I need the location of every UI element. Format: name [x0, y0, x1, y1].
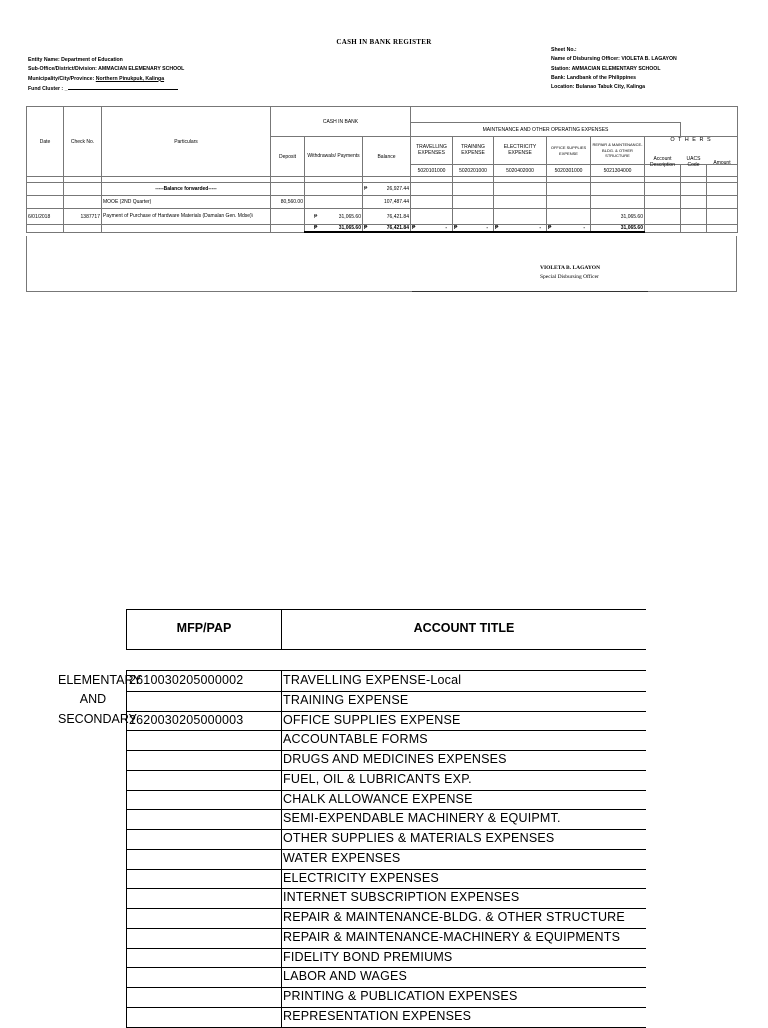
officer-line: Name of Disbursing Officer: VIOLETA B. LAGAYON — [551, 56, 677, 63]
code-travelling: 5020101000 — [411, 165, 453, 177]
col-particulars: Particulars — [102, 107, 271, 177]
signatory-name: VIOLETA B. LAGAYON — [540, 265, 601, 271]
account-title: TRAVELLING EXPENSE-Local — [283, 673, 462, 687]
officer-info — [551, 46, 677, 92]
table-row — [27, 209, 738, 225]
account-title: REPRESENTATION EXPENSES — [283, 1009, 472, 1023]
account-title: INTERNET SUBSCRIPTION EXPENSES — [283, 890, 520, 904]
account-title: REPAIR & MAINTENANCE-MACHINERY & EQUIPMENTS — [283, 930, 621, 944]
col-account-title: ACCOUNT TITLE — [413, 621, 515, 635]
signature-area — [26, 236, 737, 292]
col-withdrawals: Withdrawals/ Payments — [305, 137, 363, 177]
col-cash-in-bank: CASH IN BANK — [271, 107, 411, 137]
payment-check-no: 1387717 — [64, 209, 102, 225]
payment-date: 6/01/2018 — [27, 209, 64, 225]
account-title: ELECTRICITY EXPENSES — [283, 871, 439, 885]
col-date: Date — [27, 107, 64, 177]
code-training: 5020201000 — [453, 165, 494, 177]
entity-name: Department of Education — [61, 57, 123, 63]
total-withdrawal: 31,065.60 — [338, 225, 361, 231]
mooe-label: MOOE (2ND Quarter) — [102, 196, 271, 209]
balance-forwarded-label: -----Balance forwarded----- — [102, 183, 271, 196]
col-check-no: Check No. — [64, 107, 102, 177]
col-others: O T H E R S — [645, 137, 738, 165]
col-mooe: MAINTENANCE AND OTHER OPERATING EXPENSES — [411, 123, 681, 137]
suboffice-line: Sub-Office/District/Division: AMMACIAN ELEMENARY SCHOOL — [28, 66, 185, 73]
col-travelling: TRAVELLING EXPENSES — [411, 137, 453, 165]
col-electricity: ELECTRICITY EXPENSE — [494, 137, 547, 165]
payment-repair: 31,065.60 — [591, 209, 645, 225]
account-title: FUEL, OIL & LUBRICANTS EXP. — [283, 772, 472, 786]
col-deposit: Deposit — [271, 137, 305, 177]
station: AMMACIAN ELEMENTARY SCHOOL — [571, 65, 661, 72]
account-code: 2620030205000003 — [129, 713, 244, 727]
total-row: ₱ 31,065.60 ₱ 76,421.84 ₱ - ₱ - ₱ - ₱ - 31,065.60 — [27, 225, 738, 233]
municipality: Northern Pinukpuk, Kalinga — [95, 75, 165, 82]
payment-particulars: Payment of Purchase of Hardware Materials (Damalan Gen. Mdse)\ — [102, 209, 271, 225]
col-amount: Amount — [707, 157, 738, 169]
col-repair: REPAIR & MAINTENANCE-BLDG. & OTHER STRUCTURE — [591, 137, 645, 165]
col-training: TRAINING EXPENSE — [453, 137, 494, 165]
bank: Landbank of the Philippines — [566, 74, 637, 81]
total-balance: 76,421.84 — [386, 225, 409, 231]
payment-withdrawal: ₱ 31,065.60 — [305, 209, 363, 225]
code-repair: 5021304000 — [591, 165, 645, 177]
account-title: DRUGS AND MEDICINES EXPENSES — [283, 752, 507, 766]
account-title: LABOR AND WAGES — [283, 969, 408, 983]
entity-info — [28, 56, 184, 94]
fund-cluster-line: Fund Cluster : _ — [28, 84, 184, 94]
mooe-balance: 107,487.44 — [363, 196, 411, 209]
officer-name: VIOLETA B. LAGAYON — [621, 56, 677, 63]
code-office: 5020301000 — [547, 165, 591, 177]
side-label-3: SECONDARY — [58, 712, 137, 726]
account-title: SEMI-EXPENDABLE MACHINERY & EQUIPMT. — [283, 811, 561, 825]
location: Bulanao Tabuk City, Kalinga — [575, 84, 646, 91]
account-title: OFFICE SUPPLIES EXPENSE — [283, 713, 461, 727]
fund-cluster: _ — [64, 85, 68, 92]
account-title: CHALK ALLOWANCE EXPENSE — [283, 792, 473, 806]
total-repair: 31,065.60 — [591, 225, 645, 233]
col-balance: Balance — [363, 137, 411, 177]
col-office-supplies: OFFICE SUPPLIES EXPENSE — [547, 137, 591, 165]
entity-name-line: Entity Name: Department of Education — [28, 57, 123, 63]
account-title: TRAINING EXPENSE — [283, 693, 409, 707]
code-electricity: 5020402000 — [494, 165, 547, 177]
municipality-line: Municipality/City/Province: Northern Pinukpuk, Kalinga — [28, 75, 165, 82]
col-uacs-code: UACS Code — [681, 157, 707, 169]
bank-line: Bank: Landbank of the Philippines — [551, 74, 637, 81]
col-account-description: Account Description — [645, 157, 681, 169]
account-title: WATER EXPENSES — [283, 851, 401, 865]
account-title: ACCOUNTABLE FORMS — [283, 732, 428, 746]
signature-block — [540, 264, 600, 282]
account-title: FIDELITY BOND PREMIUMS — [283, 950, 453, 964]
account-code: 2610030205000002 — [129, 673, 244, 687]
register-title: CASH IN BANK REGISTER — [336, 38, 432, 46]
mooe-deposit: 80,560.00 — [271, 196, 305, 209]
side-label-1: ELEMENTARY — [58, 673, 142, 687]
signature-line — [412, 291, 648, 292]
balance-forwarded: ₱ 26,927.44 — [363, 183, 411, 196]
col-mfp-pap: MFP/PAP — [176, 621, 232, 635]
account-title: REPAIR & MAINTENANCE-BLDG. & OTHER STRUCTURE — [283, 910, 625, 924]
cash-register-table — [26, 106, 738, 233]
station-line: Station: AMMACIAN ELEMENTARY SCHOOL — [551, 65, 661, 72]
account-title: OTHER SUPPLIES & MATERIALS EXPENSES — [283, 831, 555, 845]
payment-balance: 76,421.84 — [363, 209, 411, 225]
table-row — [27, 183, 738, 196]
suboffice: AMMACIAN ELEMENARY SCHOOL — [98, 66, 185, 73]
location-line: Location: Bulanao Tabuk City, Kalinga — [551, 84, 646, 91]
side-label-2: AND — [79, 692, 107, 706]
table-row — [27, 196, 738, 209]
account-title: PRINTING & PUBLICATION EXPENSES — [283, 989, 518, 1003]
signatory-position: Special Disbursing Officer — [540, 274, 599, 280]
sheet-line: Sheet No.: — [551, 47, 577, 53]
